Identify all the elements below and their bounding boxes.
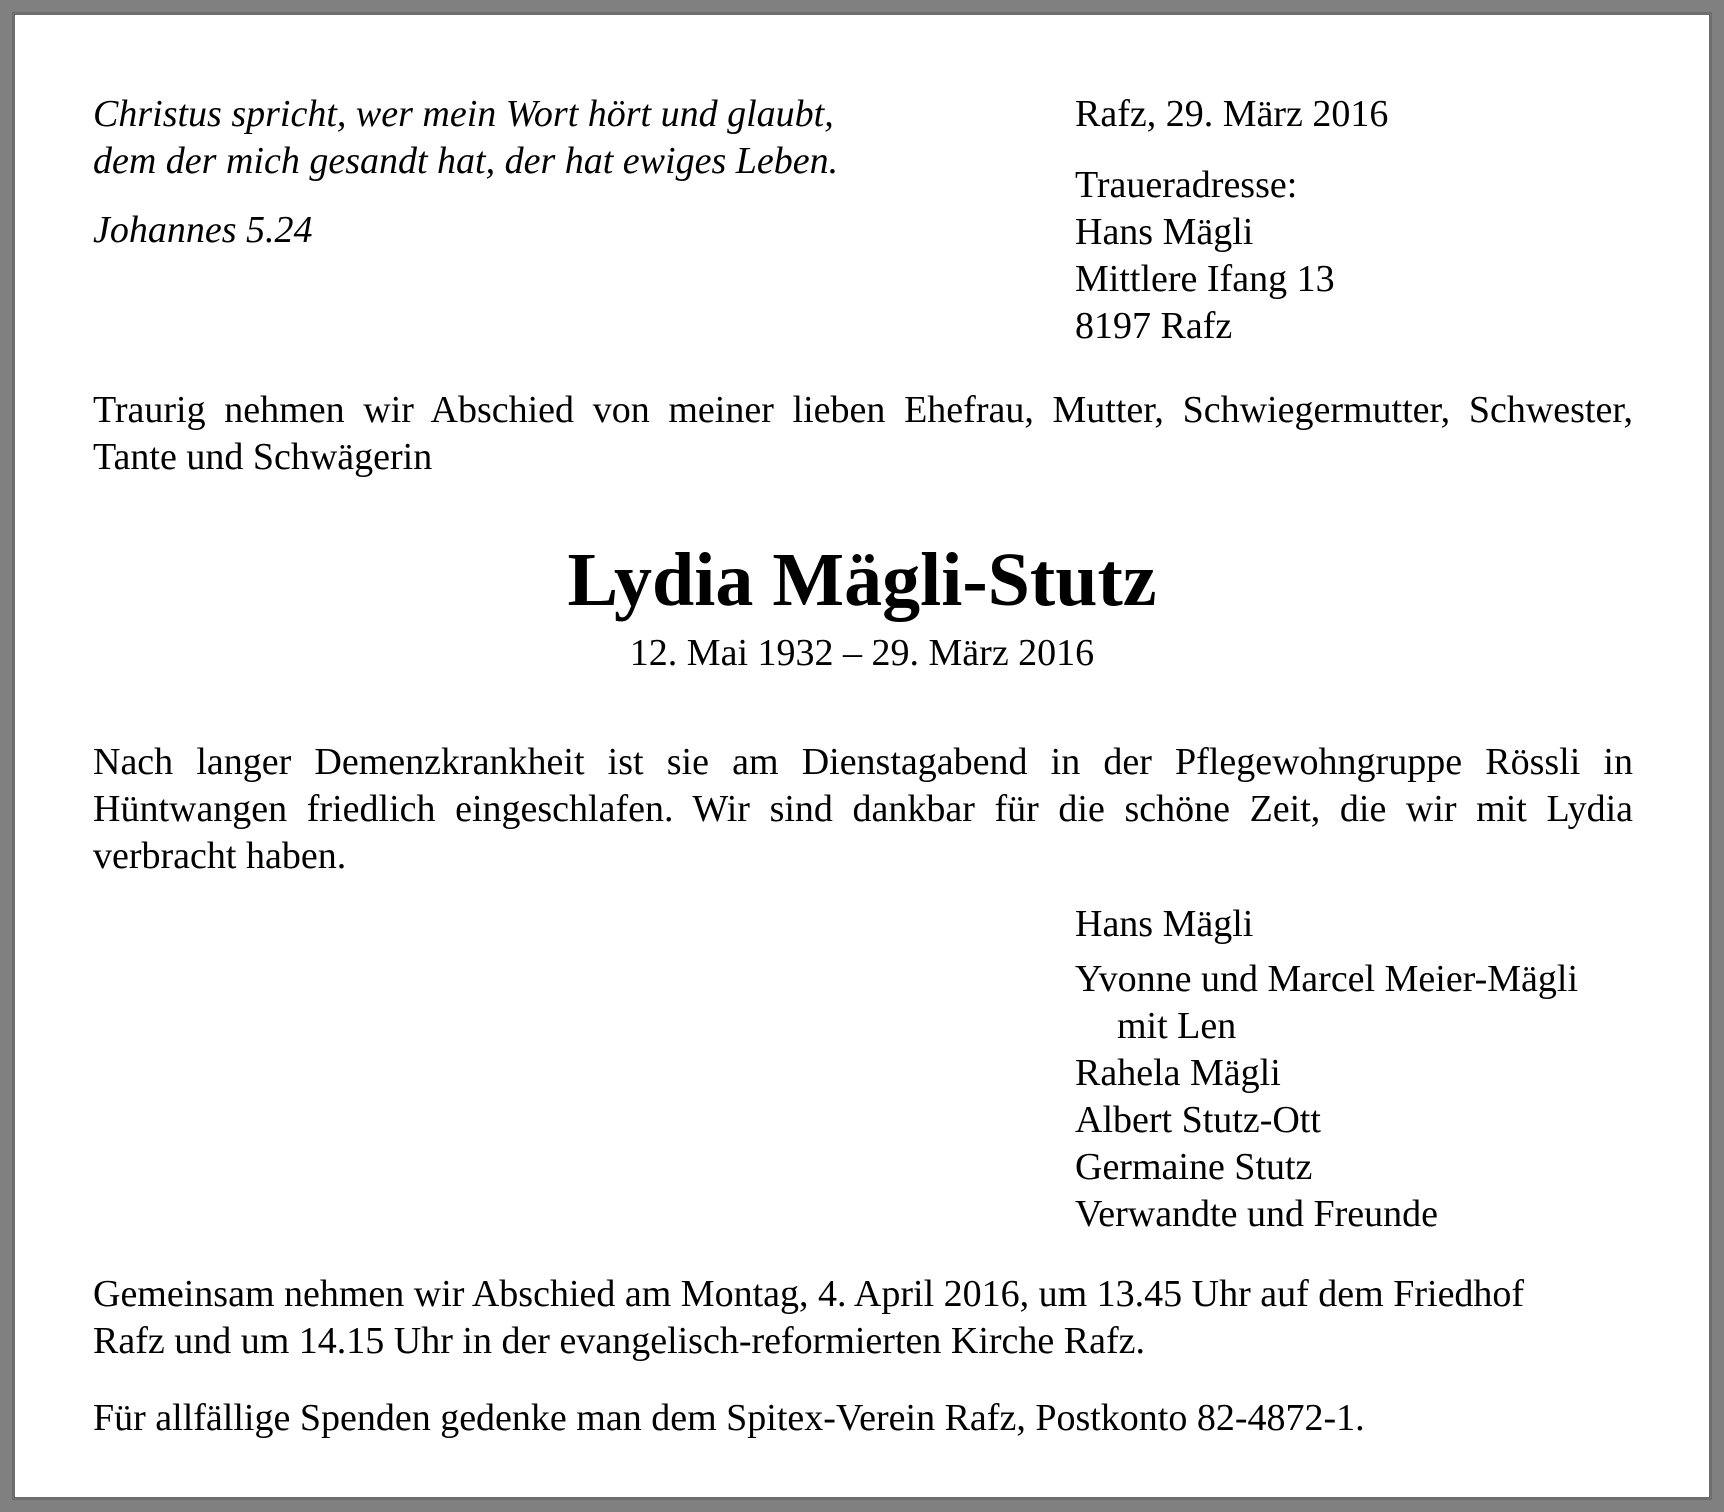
deceased-name: Lydia Mägli-Stutz (567, 538, 1157, 622)
mourner: Verwandte und Freunde (1075, 1193, 1439, 1235)
address-street: Mittlere Ifang 13 (1075, 258, 1335, 300)
farewell-line-1: Gemeinsam nehmen wir Abschied am Montag, 4. April 2016, um 13.45 Uhr auf dem Friedhof (93, 1273, 1525, 1315)
farewell-line-2: Rafz und um 14.15 Uhr in der evangelisch-reformierten Kirche Rafz. (93, 1320, 1145, 1362)
mourner: Albert Stutz-Ott (1075, 1099, 1321, 1141)
mourner: Hans Mägli (1075, 903, 1254, 945)
body-paragraph: Nach langer Demenzkrankheit ist sie am Dienstagabend in der Pflegewohngruppe Rössli in Hüntwangen friedlich eingeschlafen. Wir sind dankbar für die schöne Zeit, die wir mit Lydia verbracht haben. (93, 741, 1633, 877)
bible-verse (93, 91, 993, 254)
place-date: Rafz, 29. März 2016 (1075, 93, 1389, 135)
address-name: Hans Mägli (1075, 211, 1254, 253)
mourner: Germaine Stutz (1075, 1146, 1313, 1188)
donation-notice: Für allfällige Spenden gedenke man dem Spitex-Verein Rafz, Postkonto 82-4872-1. (93, 1397, 1365, 1439)
address-label: Traueradresse: (1075, 164, 1298, 206)
verse-line-1: Christus spricht, wer mein Wort hört und glaubt, (93, 93, 834, 135)
date-and-address (1075, 91, 1635, 350)
mourner: Rahela Mägli (1075, 1052, 1281, 1094)
mourners-list (1075, 901, 1675, 1238)
farewell-notice (93, 1271, 1633, 1365)
address-city: 8197 Rafz (1075, 305, 1233, 347)
obituary-page (15, 15, 1709, 1497)
document-frame (12, 12, 1712, 1500)
mourner: Yvonne und Marcel Meier-Mägli (1075, 958, 1578, 1000)
mourner-sub: mit Len (1117, 1005, 1237, 1047)
verse-line-2: dem der mich gesandt hat, der hat ewiges Leben. (93, 140, 839, 182)
intro-paragraph: Traurig nehmen wir Abschied von meiner lieben Ehefrau, Mutter, Schwiegermutter, Schwester, Tante und Schwägerin (93, 389, 1633, 478)
life-dates: 12. Mai 1932 – 29. März 2016 (629, 632, 1095, 674)
verse-reference: Johannes 5.24 (93, 209, 313, 251)
